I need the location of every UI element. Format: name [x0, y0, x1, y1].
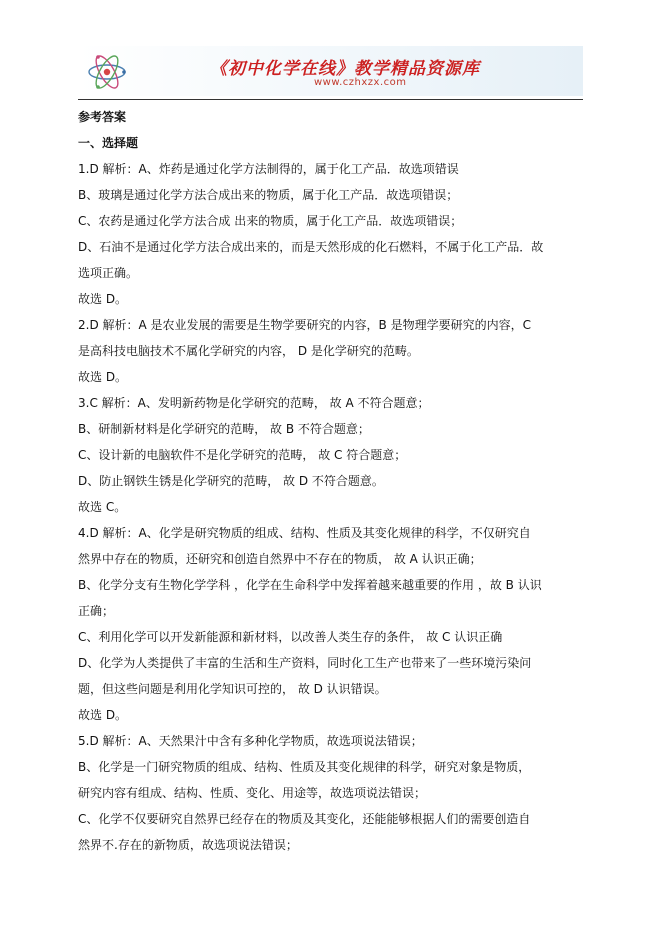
text-line: 然界不.存在的新物质，故选项说法错误；	[78, 838, 298, 852]
text-line: D、石油不是通过化学方法合成出来的，而是天然形成的化石燃料，不属于化工产品．故	[78, 240, 544, 254]
text-line: 选项正确。	[78, 266, 139, 280]
text-line: B、化学是一门研究物质的组成、结构、性质及其变化规律的科学，研究对象是物质，	[78, 760, 531, 774]
text-line: 研究内容有组成、结构、性质、变化、用途等，故选项说法错误；	[78, 786, 427, 800]
header-divider	[78, 99, 583, 100]
text-line: 故选 D。	[78, 708, 128, 722]
text-line: D、化学为人类提供了丰富的生活和生产资料，同时化工生产也带来了一些环境污染问	[78, 656, 532, 670]
text-line: 故选 D。	[78, 292, 128, 306]
text-line: B、研制新材料是化学研究的范畴， 故 B 不符合题意；	[78, 422, 370, 436]
text-line: B、化学分支有生物化学学科 ，化学在生命科学中发挥着越来越重要的作用 ，故 B 认识	[78, 578, 542, 592]
text-line: 题，但这些问题是利用化学知识可控的， 故 D 认识错误。	[78, 682, 387, 696]
site-url: www.czhxzx.com	[314, 77, 407, 88]
text-line: 故选 D。	[78, 370, 128, 384]
section-heading: 一、选择题	[78, 136, 139, 150]
text-line: B、玻璃是通过化学方法合成出来的物质，属于化工产品．故选项错误；	[78, 188, 459, 202]
text-line: 5.D 解析：A、天然果汁中含有多种化学物质，故选项说法错误；	[78, 734, 423, 748]
text-line: C、利用化学可以开发新能源和新材料，以改善人类生存的条件， 故 C 认识正确	[78, 630, 503, 644]
text-line: D、防止钢铁生锈是化学研究的范畴， 故 D 不符合题意。	[78, 474, 384, 488]
text-line: 故选 C。	[78, 500, 127, 514]
text-line: 正确；	[78, 604, 115, 618]
atom-logo-icon	[86, 52, 128, 92]
text-line: C、设计新的电脑软件不是化学研究的范畴， 故 C 符合题意；	[78, 448, 407, 462]
site-title: 《初中化学在线》教学精品资源库	[210, 59, 480, 79]
text-line: 3.C 解析：A、发明新药物是化学研究的范畴， 故 A 不符合题意；	[78, 396, 430, 410]
text-line: 然界中存在的物质，还研究和创造自然界中不存在的物质， 故 A 认识正确；	[78, 552, 482, 566]
text-line: 1.D 解析：A、炸药是通过化学方法制得的，属于化工产品．故选项错误	[78, 162, 459, 176]
text-line: C、化学不仅要研究自然界已经存在的物质及其变化，还能能够根据人们的需要创造自	[78, 812, 531, 826]
text-line: 是高科技电脑技术不属化学研究的内容， D 是化学研究的范畴。	[78, 344, 419, 358]
document-body	[78, 104, 583, 858]
text-line: C、农药是通过化学方法合成 出来的物质，属于化工产品．故选项错误；	[78, 214, 463, 228]
text-line: 4.D 解析：A、化学是研究物质的组成、结构、性质及其变化规律的科学，不仅研究自	[78, 526, 531, 540]
page-header	[78, 46, 583, 96]
section-heading: 参考答案	[78, 110, 127, 124]
text-line: 2.D 解析：A 是农业发展的需要是生物学要研究的内容，B 是物理学要研究的内容，C	[78, 318, 531, 332]
